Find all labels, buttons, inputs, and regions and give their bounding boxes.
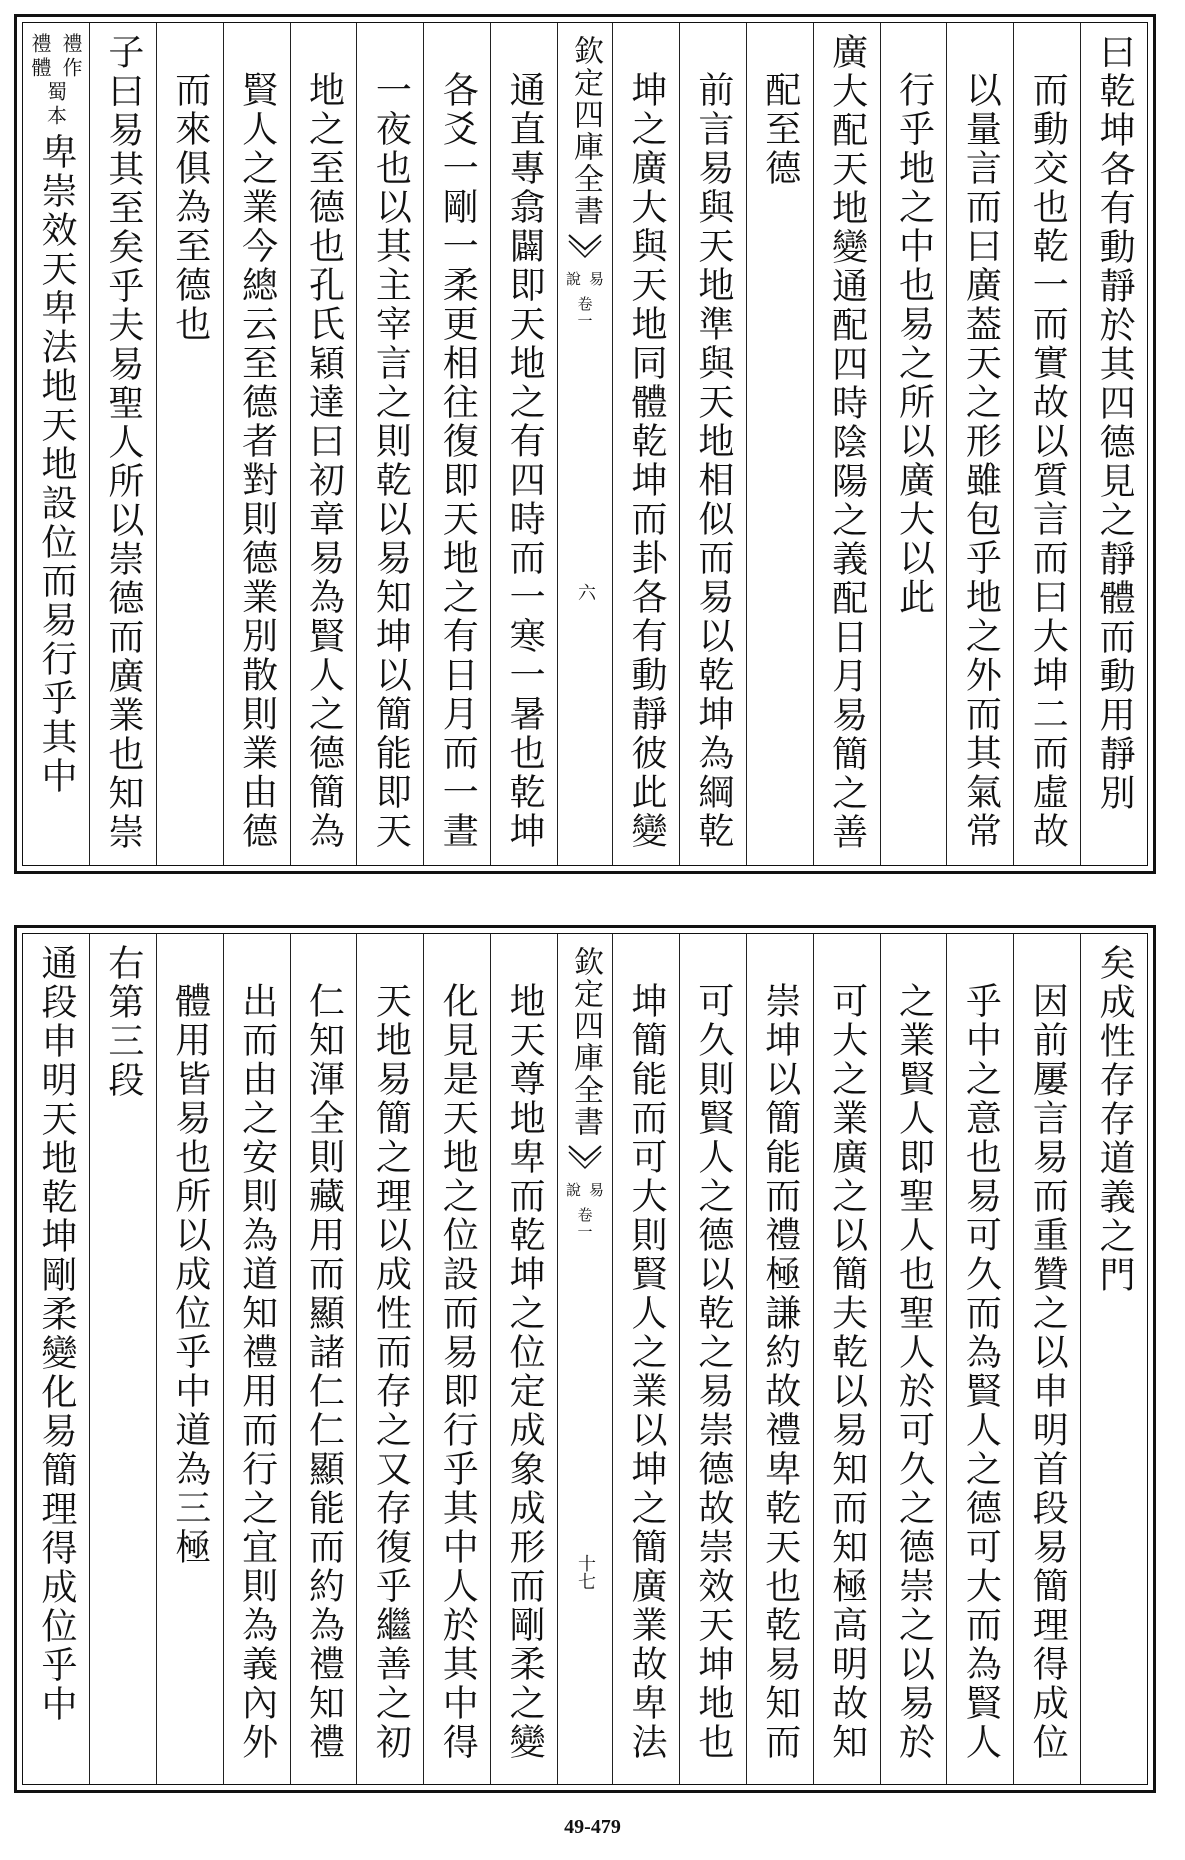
text-column: 配至德 (746, 23, 813, 865)
text-column: 而動交也乾一而實故以質言而曰大坤二而虛故 (1013, 23, 1080, 865)
annotated-column: 禮作 禮體 蜀本 卑崇效天卑法地天地設位而易行乎其中 (23, 23, 89, 865)
fold-column (557, 934, 612, 1784)
fold-subtitle: 易 說 (564, 271, 605, 288)
text-column: 一夜也以其主宰言之則乾以易知坤以簡能即天 (356, 23, 423, 865)
fish-tail-icon (567, 233, 603, 263)
text-column: 行乎地之中也易之所以廣大以此 (880, 23, 947, 865)
text-column: 體用皆易也所以成位乎中道為三極 (156, 934, 223, 1784)
bottom-page-columns (22, 933, 1148, 1785)
text-column: 曰乾坤各有動靜於其四德見之靜體而動用靜別 (1080, 23, 1147, 865)
text-column: 之業賢人即聖人也聖人於可久之德崇之以易於 (880, 934, 947, 1784)
fold-column (557, 23, 612, 865)
text-column: 因前屢言易而重贊之以申明首段易簡理得成位 (1013, 934, 1080, 1784)
page-number: 49-479 (564, 1816, 621, 1838)
text-column: 天地易簡之理以成性而存之又存復乎繼善之初 (356, 934, 423, 1784)
text-column: 化見是天地之位設而易即行乎其中人於其中得 (423, 934, 490, 1784)
text-column: 各爻一剛一柔更相往復即天地之有日月而一晝 (423, 23, 490, 865)
fish-tail-icon (567, 1144, 603, 1174)
fold-title: 欽定四庫全書 (568, 35, 603, 227)
interlinear-note: 禮作 禮體 (27, 33, 83, 81)
text-column: 前言易與天地準與天地相似而易以乾坤為綱乾 (679, 23, 746, 865)
text-column: 坤之廣大與天地同體乾坤而卦各有動靜彼此變 (612, 23, 679, 865)
text-column: 而來俱為至德也 (156, 23, 223, 865)
text-column: 子曰易其至矣乎夫易聖人所以崇德而廣業也知崇 (89, 23, 156, 865)
text-column: 乎中之意也易可久而為賢人之德可大而為賢人 (946, 934, 1013, 1784)
fold-volume: 卷一 (575, 1207, 594, 1241)
interlinear-note-source: 蜀本 (43, 81, 68, 129)
text-column: 可久則賢人之德以乾之易崇德故崇效天坤地也 (679, 934, 746, 1784)
fold-page-number: 十七 (575, 1554, 596, 1590)
text-column: 以量言而曰廣葢天之形雖包乎地之外而其氣常 (946, 23, 1013, 865)
text-column: 可大之業廣之以簡夫乾以易知而知極高明故知 (813, 934, 880, 1784)
bottom-page (14, 925, 1156, 1793)
fold-subtitle: 易 說 (564, 1182, 605, 1199)
fold-page-number: 六 (575, 583, 596, 601)
fold-title: 欽定四庫全書 (568, 946, 603, 1138)
fold-volume: 卷一 (575, 296, 594, 330)
text-column: 賢人之業今總云至德者對則德業別散則業由德 (223, 23, 290, 865)
text-column: 通直專翕闢即天地之有四時而一寒一暑也乾坤 (490, 23, 557, 865)
text-column: 仁知渾全則藏用而顯諸仁仁顯能而約為禮知禮 (290, 934, 357, 1784)
top-page-columns (22, 22, 1148, 866)
text-column: 地天尊地卑而乾坤之位定成象成形而剛柔之變 (490, 934, 557, 1784)
text-column: 坤簡能而可大則賢人之業以坤之簡廣業故卑法 (612, 934, 679, 1784)
top-page (14, 14, 1156, 874)
text-column: 通段申明天地乾坤剛柔變化易簡理得成位乎中 (35, 944, 77, 1724)
text-column: 地之至德也孔氏穎達曰初章易為賢人之德簡為 (290, 23, 357, 865)
section-heading-column: 右第三段 (89, 934, 156, 1784)
text-column: 出而由之安則為道知禮用而行之宜則為義內外 (223, 934, 290, 1784)
text-column: 矣成性存存道義之門 (1080, 934, 1147, 1784)
text-column: 崇坤以簡能而禮極謙約故禮卑乾天也乾易知而 (746, 934, 813, 1784)
text-column: 廣大配天地變通配四時陰陽之義配日月易簡之善 (813, 23, 880, 865)
